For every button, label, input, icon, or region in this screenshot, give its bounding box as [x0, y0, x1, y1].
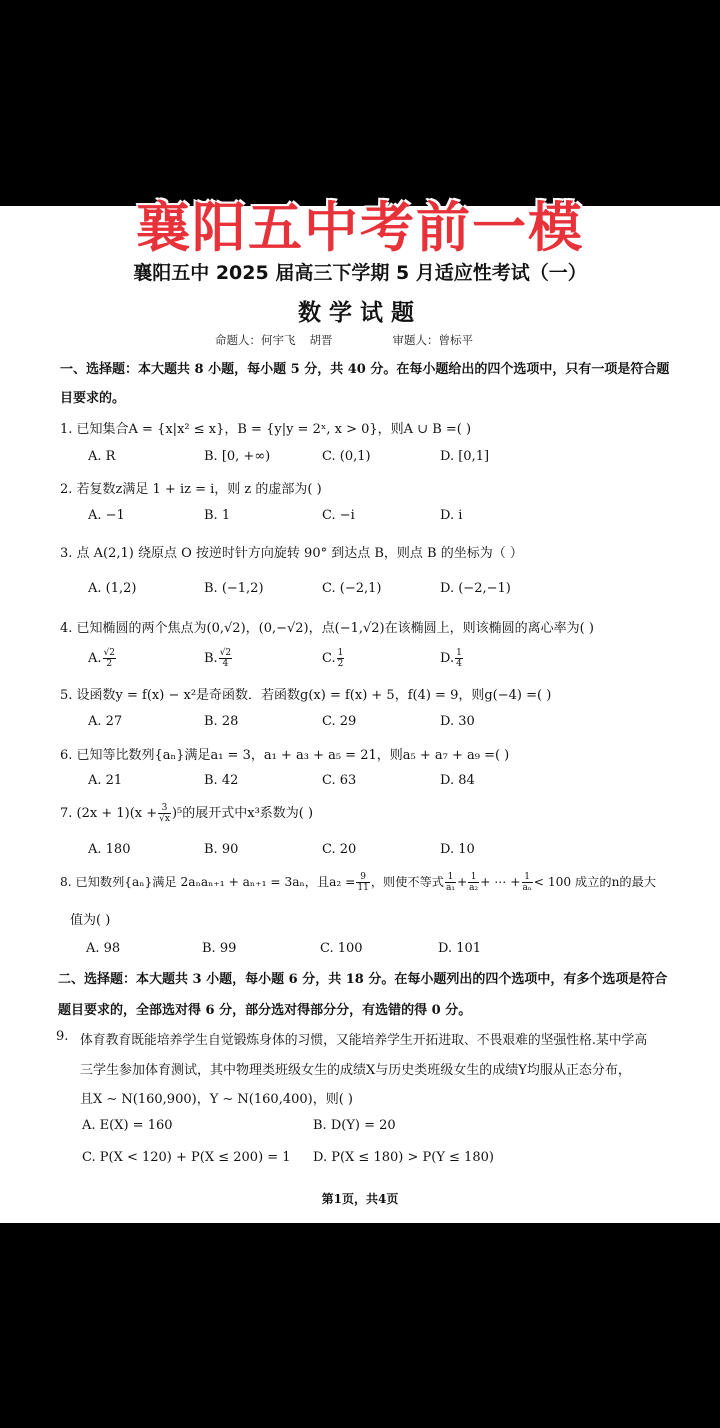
q9-line3: 且X ∼ N(160,900)，Y ∼ N(160,400)，则( ): [80, 1092, 353, 1107]
q2-option-a: A. −1: [88, 508, 125, 523]
question-5: 5. 设函数y = f(x) − x²是奇函数．若函数g(x) = f(x) + 5，f(4) = 9，则g(−4) =( ): [60, 688, 552, 703]
frac-num: 3: [158, 803, 171, 814]
q4-option-c: [322, 648, 345, 669]
q2-option-c: C. −i: [322, 508, 355, 523]
frac-den: √x: [159, 814, 170, 824]
frac-den: a₁: [445, 883, 455, 893]
q8-text-pre: 8. 已知数列{aₙ}满足 2aₙaₙ₊₁ + aₙ₊₁ = 3aₙ，且a₂ =: [60, 875, 356, 889]
q8-frac-1: [445, 872, 456, 893]
q4-option-d-frac: [455, 648, 463, 669]
question-2: 2. 若复数z满足 1 + iz = i，则 z 的虚部为( ): [60, 482, 322, 497]
question-4: 4. 已知椭圆的两个焦点为(0,√2)，(0,−√2)，点(−1,√2)在该椭圆上，则该椭圆的离心率为( ): [60, 621, 594, 636]
q6-option-b: B. 42: [204, 773, 239, 788]
reviewer: 曾标平: [438, 333, 473, 347]
q8-option-a: A. 98: [86, 941, 121, 956]
q8-text-mid: ，则使不等式: [370, 875, 444, 889]
q7-option-a: A. 180: [88, 842, 131, 857]
q4-option-c-label: C.: [322, 651, 336, 666]
frac-num: 9: [356, 872, 369, 883]
q5-option-c: C. 29: [322, 714, 357, 729]
q2-option-b: B. 1: [204, 508, 231, 523]
q8-option-c: C. 100: [320, 941, 363, 956]
q3-option-c: C. (−2,1): [322, 581, 382, 596]
q4-option-b: [204, 648, 233, 669]
authors-line: [215, 332, 473, 348]
q8-plus-1: +: [456, 875, 468, 889]
frac-num: √2: [219, 648, 232, 658]
q2-option-d: D. i: [440, 508, 463, 523]
q9-line1: 体育教育既能培养学生自觉锻炼身体的习惯，又能培养学生开拓进取、不畏艰难的坚强性格.某中学高: [80, 1033, 648, 1048]
q4-option-a-frac: [103, 648, 116, 669]
frac-num: 1: [445, 872, 456, 883]
q1-option-d: D. [0,1]: [440, 449, 490, 464]
q8-option-d: D. 101: [438, 941, 482, 956]
q8-text-post: < 100 成立的n的最大: [533, 875, 656, 889]
q4-option-d-label: D.: [440, 651, 455, 666]
q9-option-a: A. E(X) = 160: [82, 1118, 173, 1133]
q4-option-a-label: A.: [88, 651, 102, 666]
q3-option-a: A. (1,2): [88, 581, 137, 596]
q4-option-b-frac: [219, 648, 232, 669]
q7-option-d: D. 10: [440, 842, 475, 857]
question-8: [60, 872, 656, 893]
q4-option-b-label: B.: [204, 651, 218, 666]
question-7: [60, 802, 313, 824]
q8-plus-2: + ⋯ +: [480, 875, 521, 889]
banner-title: 襄阳五中考前一模: [136, 196, 584, 259]
reviewer-label: 审题人：: [392, 333, 439, 347]
q7-text-post: )⁵的展开式中x³系数为( ): [171, 806, 314, 821]
q8-frac-n: [522, 872, 533, 893]
q5-option-d: D. 30: [440, 714, 475, 729]
q7-option-b: B. 90: [204, 842, 239, 857]
section2-line1: 二、选择题：本大题共 3 小题，每小题 6 分，共 18 分。在每小题列出的四个选项中，有多个选项是符合: [58, 972, 668, 987]
q8-option-b: B. 99: [202, 941, 237, 956]
q9-option-c: C. P(X < 120) + P(X ≤ 200) = 1: [82, 1150, 291, 1165]
q3-option-b: B. (−1,2): [204, 581, 264, 596]
q1-option-a: A. R: [88, 449, 116, 464]
q6-option-c: C. 63: [322, 773, 357, 788]
setter-2: 胡晋: [309, 333, 333, 347]
section1-line1: 一、选择题：本大题共 8 小题，每小题 5 分，共 40 分。在每小题给出的四个选项中，只有一项是符合题: [60, 362, 670, 377]
frac-den: aₙ: [522, 883, 532, 893]
frac-num: 1: [337, 648, 344, 658]
frac-den: a₂: [469, 883, 479, 893]
frac-num: 1: [522, 872, 533, 883]
q9-option-b: B. D(Y) = 20: [313, 1118, 396, 1133]
section1-line2: 目要求的。: [60, 391, 126, 406]
setter-label: 命题人：: [215, 333, 261, 347]
q9-option-d: D. P(X ≤ 180) > P(Y ≤ 180): [313, 1150, 494, 1165]
q3-option-d: D. (−2,−1): [440, 581, 511, 596]
q7-text-pre: 7. (2x + 1)(x +: [60, 806, 158, 821]
q4-option-c-frac: [337, 648, 345, 669]
frac-den: 4: [222, 659, 229, 669]
q5-option-b: B. 28: [204, 714, 239, 729]
question-6: 6. 已知等比数列{aₙ}满足a₁ = 3，a₁ + a₃ + a₅ = 21，则a₅ + a₇ + a₉ =( ): [60, 748, 510, 763]
frac-num: √2: [103, 648, 115, 658]
q9-number: 9.: [56, 1029, 69, 1044]
q8-frac-2: [468, 872, 479, 893]
frac-num: 1: [468, 872, 479, 883]
setter-1: 何宇飞: [261, 333, 296, 347]
frac-den: 11: [357, 883, 369, 893]
frac-den: 2: [337, 659, 344, 669]
question-8-line2: 值为( ): [70, 913, 111, 928]
q9-line2: 三学生参加体育测试，其中物理类班级女生的成绩X与历史类班级女生的成绩Y均服从正态分布，: [80, 1063, 631, 1078]
q1-option-b: B. [0, +∞): [204, 449, 271, 464]
question-3: 3. 点 A(2,1) 绕原点 O 按逆时针方向旋转 90° 到达点 B，则点 B 的坐标为（ ）: [60, 546, 523, 561]
q4-option-d: [440, 648, 464, 669]
exam-title: 襄阳五中 2025 届高三下学期 5 月适应性考试（一）: [133, 262, 587, 284]
q6-option-a: A. 21: [88, 773, 123, 788]
q7-frac: [158, 803, 171, 824]
page-footer: 第1页，共4页: [321, 1192, 399, 1206]
q5-option-a: A. 27: [88, 714, 123, 729]
question-1: 1. 已知集合A = {x|x² ≤ x}，B = {y|y = 2ˣ, x > 0}，则A ∪ B =( ): [60, 422, 472, 437]
q6-option-d: D. 84: [440, 773, 475, 788]
q8-frac-a2: [356, 872, 369, 893]
frac-den: 4: [456, 659, 462, 669]
frac-num: 1: [456, 648, 462, 658]
frac-den: 2: [106, 659, 113, 669]
q4-option-a: [88, 648, 117, 669]
section2-line2: 题目要求的，全部选对得 6 分，部分选对得部分分，有选错的得 0 分。: [58, 1003, 472, 1018]
q1-option-c: C. (0,1): [322, 449, 371, 464]
subject-title: 数学试题: [298, 299, 422, 326]
q7-option-c: C. 20: [322, 842, 357, 857]
